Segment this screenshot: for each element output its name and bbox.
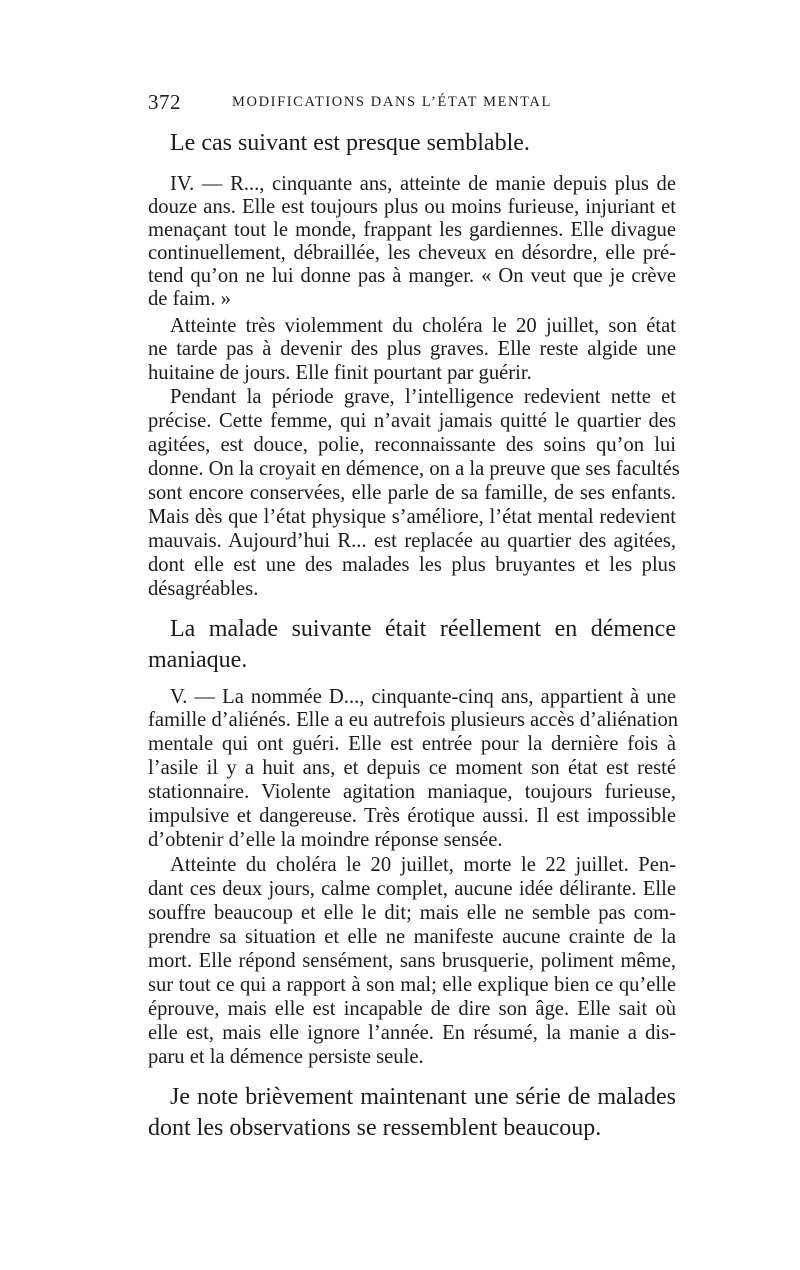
text-line: continuellement, débraillée, les cheveux en désordre, elle pré- — [148, 242, 676, 264]
text-line: douze ans. Elle est toujours plus ou moins furieuse, injuriant et — [148, 196, 676, 218]
text-line: mort. Elle répond sensément, sans brusquerie, poliment même, — [148, 950, 676, 972]
text-line: agitées, est douce, polie, reconnaissante des soins qu’on lui — [148, 434, 676, 456]
text-line: stationnaire. Violente agitation maniaque, toujours furieuse, — [148, 781, 676, 803]
text-line: mentale qui ont guéri. Elle est entrée pour la dernière fois à — [148, 733, 676, 755]
text-line: paru et la démence persiste seule. — [148, 1046, 424, 1068]
text-line: dont elle est une des malades les plus bruyantes et les plus — [148, 554, 676, 576]
text-line: ne tarde pas à devenir des plus graves. Elle reste algide une — [148, 338, 676, 360]
text-line: précise. Cette femme, qui n’avait jamais quitté le quartier des — [148, 410, 676, 432]
text-line: désagréables. — [148, 578, 259, 600]
text-line: l’asile il y a huit ans, et depuis ce moment son état est resté — [148, 757, 676, 779]
text-line: Le cas suivant est presque semblable. — [170, 130, 530, 156]
text-line: maniaque. — [148, 647, 248, 673]
text-line: souffre beaucoup et elle le dit; mais elle ne semble pas com- — [148, 902, 676, 924]
text-line: de faim. » — [148, 288, 231, 310]
page-header — [148, 90, 678, 116]
text-line: sont encore conservées, elle parle de sa famille, de ses enfants. — [148, 482, 676, 504]
text-line: dont les observations se ressemblent beaucoup. — [148, 1115, 602, 1141]
text-line: huitaine de jours. Elle finit pourtant par guérir. — [148, 362, 532, 384]
text-line: Atteinte très violemment du choléra le 20 juillet, son état — [170, 315, 676, 337]
text-line: d’obtenir d’elle la moindre réponse sensée. — [148, 829, 503, 851]
text-line: elle est, mais elle ignore l’année. En résumé, la manie a dis- — [148, 1022, 676, 1044]
running-title: MODIFICATIONS DANS L’ÉTAT MENTAL — [232, 94, 552, 110]
text-line: Pendant la période grave, l’intelligence redevient nette et — [170, 386, 676, 408]
text-line: impulsive et dangereuse. Très érotique aussi. Il est impossible — [148, 805, 676, 827]
text-line: donne. On la croyait en démence, on a la preuve que ses facultés — [148, 458, 680, 480]
text-line: sur tout ce qui a rapport à son mal; elle explique bien ce qu’elle — [148, 974, 676, 996]
text-line: tend qu’on ne lui donne pas à manger. « On veut que je crève — [148, 265, 676, 287]
text-line: éprouve, mais elle est incapable de dire son âge. Elle sait où — [148, 998, 676, 1020]
text-line: V. — La nommée D..., cinquante-cinq ans, appartient à une — [170, 686, 676, 708]
text-line: Atteinte du choléra le 20 juillet, morte le 22 juillet. Pen- — [170, 854, 676, 876]
text-line: mauvais. Aujourd’hui R... est replacée au quartier des agitées, — [148, 530, 676, 552]
text-line: IV. — R..., cinquante ans, atteinte de manie depuis plus de — [170, 173, 676, 195]
text-line: prendre sa situation et elle ne manifeste aucune crainte de la — [148, 926, 676, 948]
text-line: famille d’aliénés. Elle a eu autrefois plusieurs accès d’aliénation — [148, 709, 679, 731]
page-number: 372 — [148, 90, 181, 114]
text-line: Mais dès que l’état physique s’améliore, l’état mental redevient — [148, 506, 676, 528]
text-line: Je note brièvement maintenant une série de malades — [170, 1084, 676, 1110]
text-line: dant ces deux jours, calme complet, aucune idée délirante. Elle — [148, 878, 676, 900]
text-line: La malade suivante était réellement en démence — [170, 616, 676, 642]
text-line: menaçant tout le monde, frappant les gardiennes. Elle divague — [148, 219, 676, 241]
